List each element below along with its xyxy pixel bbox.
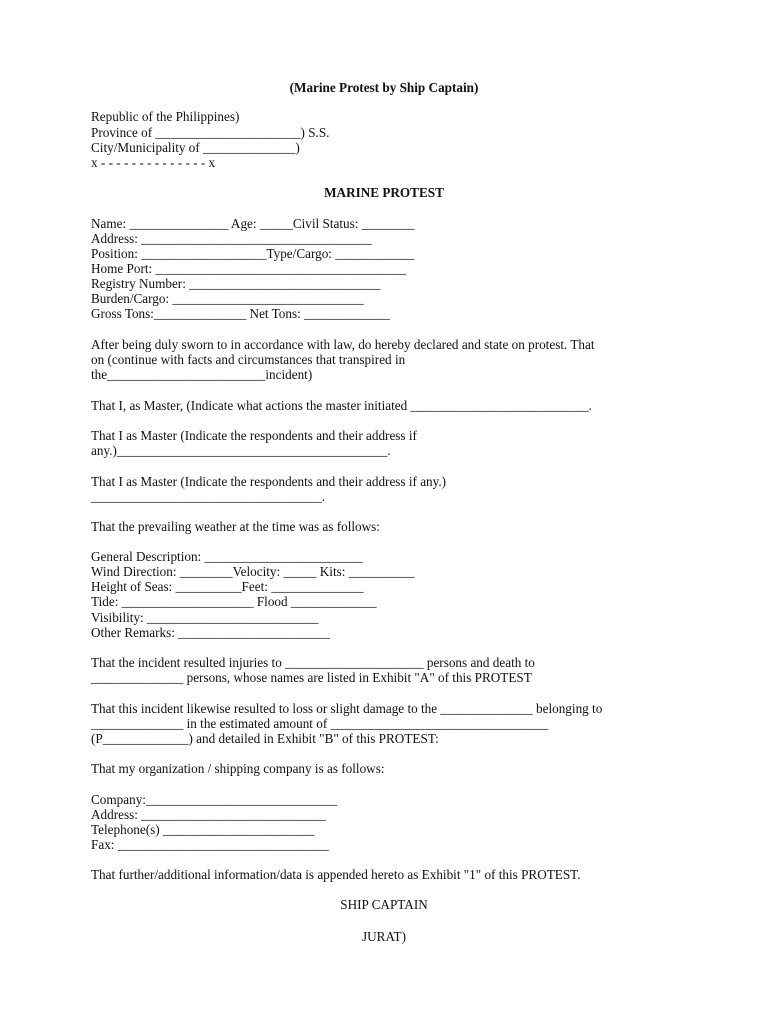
damage-line-1: That this incident likewise resulted to loss or slight damage to the ______________ belonging to [91, 701, 603, 716]
company-address: Address: ____________________________ [91, 807, 326, 822]
company-name: Company:_____________________________ [91, 792, 338, 807]
venue-city: City/Municipality of ______________) [91, 140, 300, 155]
weather-other-remarks: Other Remarks: _______________________ [91, 625, 330, 640]
company-telephone: Telephone(s) _______________________ [91, 822, 315, 837]
field-address: Address: ___________________________________ [91, 231, 372, 246]
field-registry-number: Registry Number: _____________________________ [91, 276, 381, 291]
weather-tide: Tide: ____________________ Flood _____________ [91, 594, 377, 609]
field-position-cargo: Position: ___________________Type/Cargo: ____________ [91, 246, 415, 261]
respondents-paragraph-2-line-1: That I as Master (Indicate the respondents and their address if any.) [91, 474, 447, 489]
venue-republic: Republic of the Philippines) [91, 109, 240, 124]
field-burden-cargo: Burden/Cargo: _____________________________ [91, 291, 364, 306]
jurat: JURAT) [362, 929, 406, 944]
company-intro: That my organization / shipping company is as follows: [91, 761, 385, 776]
injuries-line-1: That the incident resulted injuries to _____________________ persons and death to [91, 655, 535, 670]
company-fax: Fax: ________________________________ [91, 837, 329, 852]
declaration-line-1: After being duly sworn to in accordance with law, do hereby declared and state on protest. That [91, 337, 595, 352]
weather-general-description: General Description: ________________________ [91, 549, 363, 564]
injuries-line-2: ______________ persons, whose names are listed in Exhibit "A" of this PROTEST [91, 670, 532, 685]
declaration-line-2: on (continue with facts and circumstances that transpired in [91, 352, 406, 367]
document-title: MARINE PROTEST [324, 185, 444, 200]
appended-paragraph: That further/additional information/data is appended hereto as Exhibit "1" of this PROTEST. [91, 867, 581, 882]
weather-height-of-seas: Height of Seas: __________Feet: ______________ [91, 579, 364, 594]
field-home-port: Home Port: ______________________________________ [91, 261, 407, 276]
venue-province: Province of ______________________) S.S. [91, 125, 330, 140]
respondents-paragraph-1-line-1: That I as Master (Indicate the respondents and their address if [91, 428, 417, 443]
respondents-paragraph-2-line-2: ___________________________________. [91, 489, 326, 504]
signature-ship-captain: SHIP CAPTAIN [340, 897, 428, 912]
field-name-age-status: Name: _______________ Age: _____Civil Status: ________ [91, 216, 415, 231]
actions-paragraph: That I, as Master, (Indicate what actions the master initiated ___________________________. [91, 398, 592, 413]
weather-intro: That the prevailing weather at the time was as follows: [91, 519, 380, 534]
venue-separator: x - - - - - - - - - - - - - - x [91, 155, 216, 170]
weather-wind: Wind Direction: ________Velocity: _____ Kits: __________ [91, 564, 415, 579]
damage-line-2: ______________ in the estimated amount of _________________________________ [91, 716, 549, 731]
document-heading: (Marine Protest by Ship Captain) [289, 80, 479, 95]
damage-line-3: (P_____________) and detailed in Exhibit "B" of this PROTEST: [91, 731, 439, 746]
declaration-line-3: the________________________incident) [91, 367, 313, 382]
field-tons: Gross Tons:______________ Net Tons: _____________ [91, 306, 390, 321]
weather-visibility: Visibility: __________________________ [91, 610, 319, 625]
respondents-paragraph-1-line-2: any.)_________________________________________. [91, 443, 391, 458]
